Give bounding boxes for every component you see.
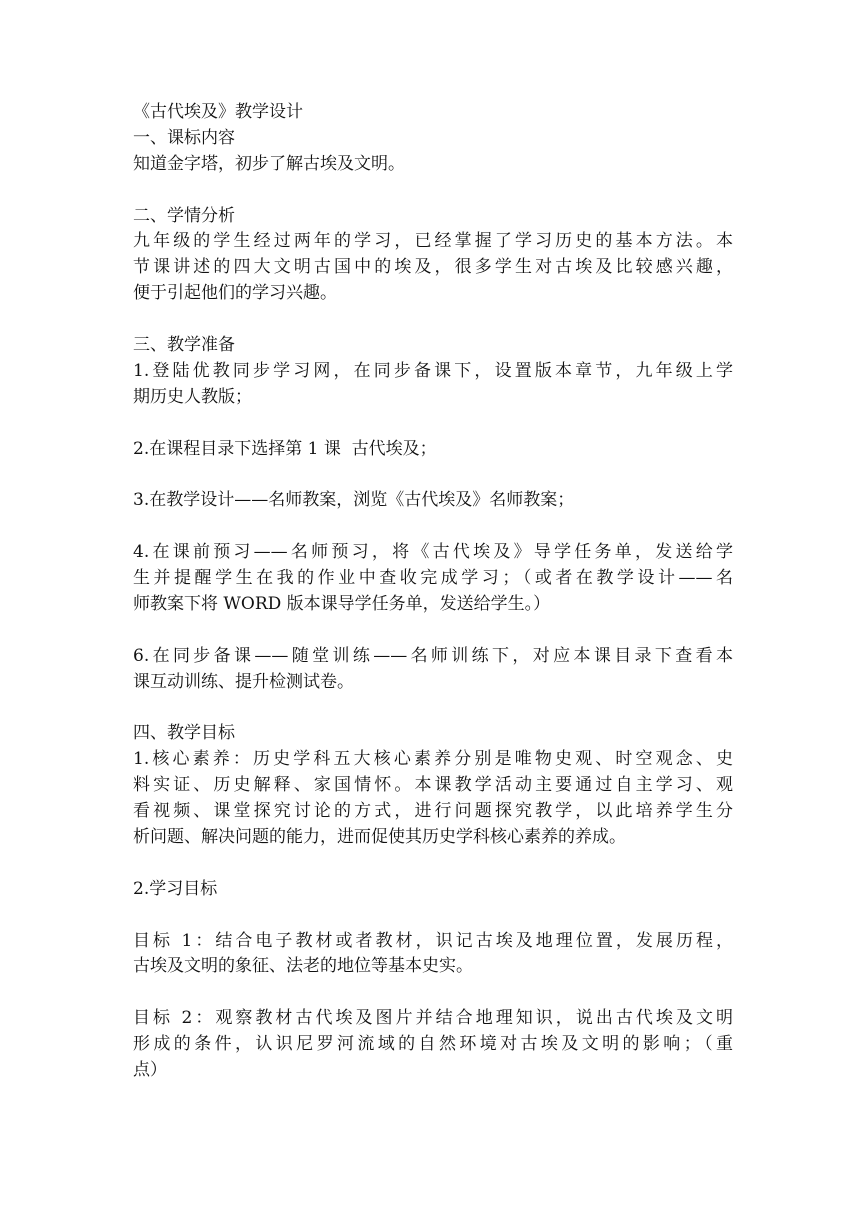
spacer bbox=[133, 462, 733, 488]
spacer bbox=[133, 411, 733, 437]
paragraph-line: 料实证、历史解释、家国情怀。本课教学活动主要通过自主学习、观 bbox=[133, 775, 733, 796]
paragraph-line: 目标 1：结合电子教材或者教材，识记古埃及地理位置，发展历程， bbox=[133, 930, 733, 951]
paragraph-line: 析问题、解决问题的能力，进而促使其历史学科核心素养的养成。 bbox=[133, 826, 626, 847]
paragraph-line: 1.登陆优教同步学习网，在同步备课下，设置版本章节，九年级上学 bbox=[133, 360, 733, 381]
paragraph-line: 目标 2：观察教材古代埃及图片并结合地理知识，说出古代埃及文明 bbox=[133, 1008, 733, 1029]
spacer bbox=[133, 178, 733, 204]
document-title: 《古代埃及》教学设计 bbox=[133, 102, 303, 122]
paragraph-line: 生并提醒学生在我的作业中查收完成学习；（或者在教学设计——名 bbox=[133, 568, 733, 589]
paragraph-line: 3.在教学设计——名师教案，浏览《古代埃及》名师教案； bbox=[133, 490, 575, 511]
paragraph-line: 九年级的学生经过两年的学习，已经掌握了学习历史的基本方法。本 bbox=[133, 231, 733, 252]
paragraph-line: 师教案下将 WORD 版本课导学任务单，发送给学生。） bbox=[133, 593, 551, 614]
paragraph-line: 课互动训练、提升检测试卷。 bbox=[133, 671, 354, 692]
paragraph-line: 2.学习目标 bbox=[133, 878, 218, 899]
spacer bbox=[133, 514, 733, 540]
section-heading: 一、课标内容 bbox=[133, 127, 235, 148]
spacer bbox=[133, 618, 733, 644]
paragraph-line: 节课讲述的四大文明古国中的埃及，很多学生对古埃及比较感兴趣， bbox=[133, 257, 733, 278]
paragraph-line: 知道金字塔，初步了解古埃及文明。 bbox=[133, 153, 405, 174]
paragraph-line: 看视频、课堂探究讨论的方式，进行问题探究教学，以此培养学生分 bbox=[133, 801, 733, 822]
section-heading: 二、学情分析 bbox=[133, 205, 235, 226]
paragraph-line: 4.在课前预习——名师预习，将《古代埃及》导学任务单，发送给学 bbox=[133, 542, 733, 563]
paragraph-line: 古埃及文明的象征、法老的地位等基本史实。 bbox=[133, 956, 473, 977]
spacer bbox=[133, 903, 733, 929]
paragraph-line: 2.在课程目录下选择第 1 课 古代埃及； bbox=[133, 438, 437, 459]
spacer bbox=[133, 980, 733, 1006]
section-heading: 三、教学准备 bbox=[133, 335, 235, 356]
document-body bbox=[133, 100, 733, 1084]
spacer bbox=[133, 307, 733, 333]
paragraph-line: 6.在同步备课——随堂训练——名师训练下，对应本课目录下查看本 bbox=[133, 645, 733, 666]
section-heading: 四、教学目标 bbox=[133, 723, 235, 744]
paragraph-line: 便于引起他们的学习兴趣。 bbox=[133, 283, 337, 304]
paragraph-line: 形成的条件，认识尼罗河流域的自然环境对古埃及文明的影响；（重 bbox=[133, 1034, 733, 1055]
spacer bbox=[133, 695, 733, 721]
paragraph-line: 1.核心素养：历史学科五大核心素养分别是唯物史观、时空观念、史 bbox=[133, 749, 733, 770]
spacer bbox=[133, 851, 733, 877]
paragraph-line: 期历史人教版； bbox=[133, 386, 252, 407]
paragraph-line: 点） bbox=[133, 1059, 167, 1080]
